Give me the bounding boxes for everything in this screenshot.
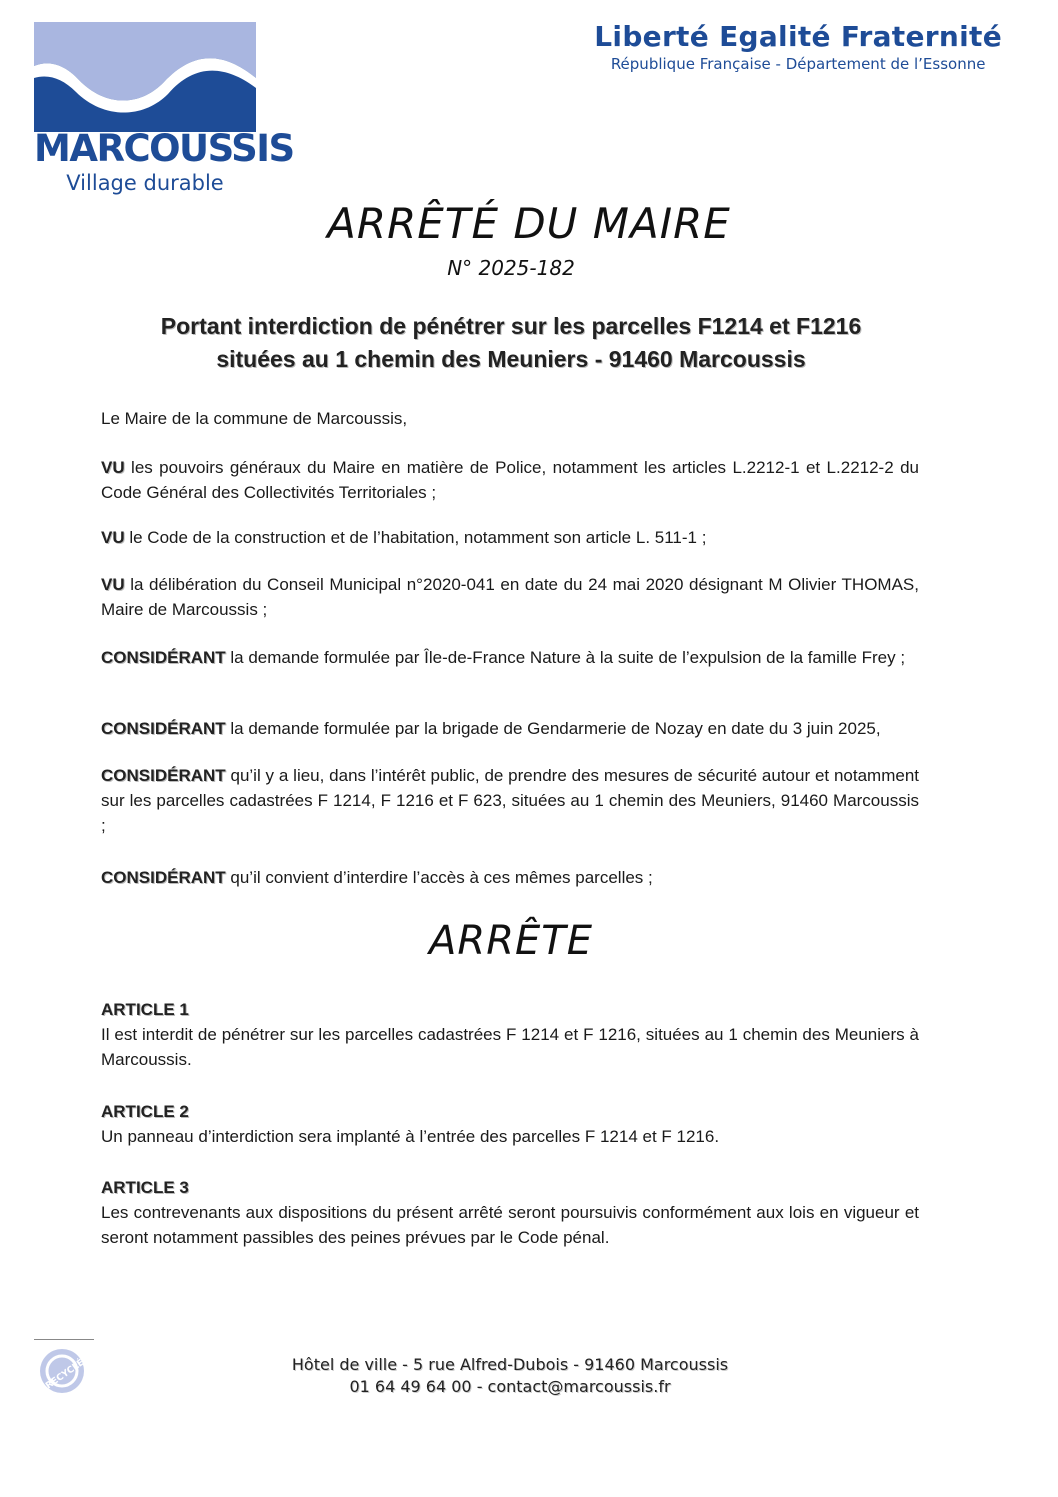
considerant-text: qu’il convient d’interdire l’accès à ces mêmes parcelles ; [225, 868, 653, 887]
vu-paragraph-3 [101, 572, 919, 622]
decree-number: N° 2025-182 [447, 256, 575, 280]
arrete-heading: ARRÊTE [429, 918, 593, 964]
considerant-keyword: CONSIDÉRANT [101, 766, 226, 785]
article-text: Un panneau d’interdiction sera implanté à l’entrée des parcelles F 1214 et F 1216. [101, 1127, 720, 1146]
intro-text: Le Maire de la commune de Marcoussis, [101, 409, 408, 428]
recycle-icon [34, 1339, 94, 1397]
logo-name: MARCOUSSIS [34, 127, 294, 170]
footer-address: Hôtel de ville - 5 rue Alfred-Dubois - 91460 Marcoussis [291, 1355, 729, 1374]
decree-subject [0, 310, 1022, 376]
vu-text: le Code de la construction et de l’habitation, notamment son article L. 511-1 ; [124, 528, 707, 547]
article-title: ARTICLE 1 [101, 1000, 189, 1019]
divider [34, 1339, 94, 1340]
svg-text:RECYCLÉ: RECYCLÉ [44, 1357, 87, 1392]
marcoussis-logo [34, 22, 294, 197]
wave-icon [34, 22, 256, 132]
republic-motto [594, 20, 1002, 74]
vu-text: la délibération du Conseil Municipal n°2020-041 en date du 24 mai 2020 désignant M Olivier THOMAS, Maire de Marcoussis ; [101, 575, 919, 619]
considerant-keyword: CONSIDÉRANT [101, 868, 226, 887]
vu-keyword: VU [101, 575, 125, 594]
considerant-paragraph-1 [101, 645, 919, 670]
subject-line-2: situées au 1 chemin des Meuniers - 91460 Marcoussis [216, 346, 806, 372]
recycled-paper-icon [34, 1339, 94, 1397]
article-title: ARTICLE 2 [101, 1102, 189, 1121]
motto-main: Liberté Egalité Fraternité [594, 20, 1002, 53]
vu-text: les pouvoirs généraux du Maire en matière de Police, notamment les articles L.2212-1 et L.2212-2 du Code Général des Collectivités Territoriales ; [101, 458, 919, 502]
considerant-text: la demande formulée par la brigade de Gendarmerie de Nozay en date du 3 juin 2025, [225, 719, 881, 738]
article-1 [101, 997, 919, 1072]
vu-paragraph-2 [101, 525, 919, 550]
considerant-paragraph-3 [101, 763, 919, 838]
vu-keyword: VU [101, 528, 125, 547]
considerant-paragraph-2 [101, 716, 919, 741]
vu-keyword: VU [101, 458, 125, 477]
intro-paragraph [101, 406, 919, 431]
article-text: Il est interdit de pénétrer sur les parcelles cadastrées F 1214 et F 1216, situées au 1 chemin des Meuniers à Marcoussis. [101, 1025, 919, 1069]
considerant-keyword: CONSIDÉRANT [101, 648, 226, 667]
article-3 [101, 1175, 919, 1250]
article-text: Les contrevenants aux dispositions du présent arrêté seront poursuivis conformément aux lois en vigueur et seront notamment passibles des peines prévues par le Code pénal. [101, 1203, 919, 1247]
motto-subtitle: République Française - Département de l’Essonne [610, 55, 986, 73]
document-title: ARRÊTÉ DU MAIRE [327, 199, 731, 248]
considerant-text: qu’il y a lieu, dans l’intérêt public, de prendre des mesures de sécurité autour et notamment sur les parcelles cadastrées F 1214, F 1216 et F 623, situées au 1 chemin des Meuniers, 91460 Marcoussis ; [101, 766, 919, 835]
considerant-keyword: CONSIDÉRANT [101, 719, 226, 738]
article-title: ARTICLE 3 [101, 1178, 189, 1197]
footer-contact: 01 64 49 64 00 - contact@marcoussis.fr [349, 1377, 671, 1396]
subject-line-1: Portant interdiction de pénétrer sur les parcelles F1214 et F1216 [160, 313, 862, 339]
vu-paragraph-1 [101, 455, 919, 505]
logo-tagline: Village durable [66, 171, 224, 195]
footer [240, 1354, 780, 1398]
considerant-text: la demande formulée par Île-de-France Nature à la suite de l’expulsion de la famille Frey ; [225, 648, 906, 667]
considerant-paragraph-4 [101, 865, 919, 890]
article-2 [101, 1099, 919, 1149]
